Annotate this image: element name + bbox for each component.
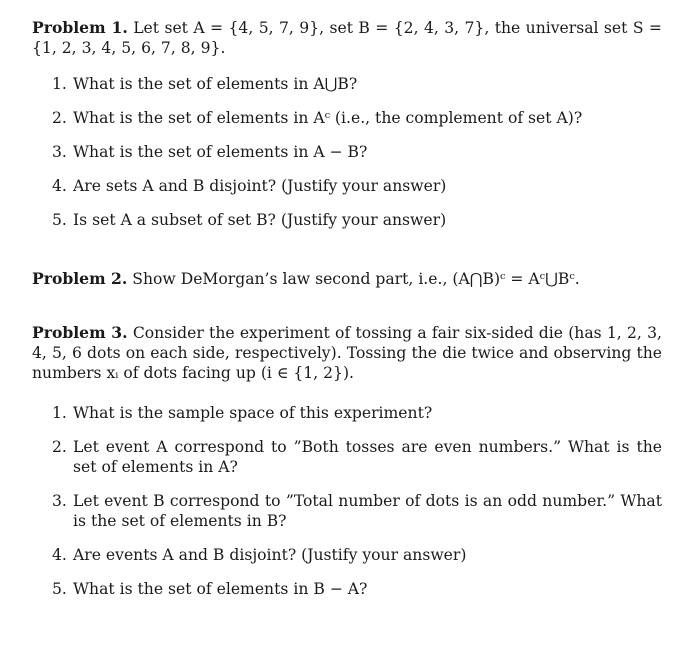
list-item: 2. Let event A correspond to ”Both tosses are even numbers.” What is the set of elements in A? xyxy=(52,438,662,476)
list-item: 2. What is the set of elements in Aᶜ (i.e., the complement of set A)? xyxy=(52,109,583,127)
problem-2-heading: Problem 2. xyxy=(32,269,128,288)
list-item: 4. Are sets A and B disjoint? (Justify your answer) xyxy=(52,177,447,195)
problem-3-heading: Problem 3. xyxy=(32,323,128,342)
list-item: 5. What is the set of elements in B − A? xyxy=(52,580,368,598)
list-item: 1. What is the sample space of this experiment? xyxy=(52,404,433,422)
problem-3-statement: Consider the experiment of tossing a fair six-sided die (has 1, 2, 3, 4, 5, 6 dots on each side, respectively). Tossing the die twice and observing the numbers xᵢ of dots facing up (i ∈ {1, 2}). xyxy=(32,324,662,382)
list-item: 5. Is set A a subset of set B? (Justify your answer) xyxy=(52,211,447,229)
problem-2-statement: Show DeMorgan’s law second part, i.e., (A⋂B)ᶜ = Aᶜ⋃Bᶜ. xyxy=(132,270,580,288)
document-page xyxy=(32,18,662,599)
list-item: 4. Are events A and B disjoint? (Justify your answer) xyxy=(52,546,467,564)
problem-1-questions xyxy=(32,74,662,230)
problem-3 xyxy=(32,323,662,383)
problem-3-questions xyxy=(32,403,662,599)
list-item: 1. What is the set of elements in A⋃B? xyxy=(52,75,358,93)
list-item: 3. What is the set of elements in A − B? xyxy=(52,143,368,161)
problem-2 xyxy=(32,269,662,289)
problem-1-heading: Problem 1. xyxy=(32,18,128,37)
problem-1-statement: Let set A = {4, 5, 7, 9}, set B = {2, 4, 3, 7}, the universal set S = {1, 2, 3, 4, 5, 6, 7, 8, 9}. xyxy=(32,19,662,57)
list-item: 3. Let event B correspond to ”Total number of dots is an odd number.” What is the set of elements in B? xyxy=(52,492,662,530)
problem-1 xyxy=(32,18,662,58)
